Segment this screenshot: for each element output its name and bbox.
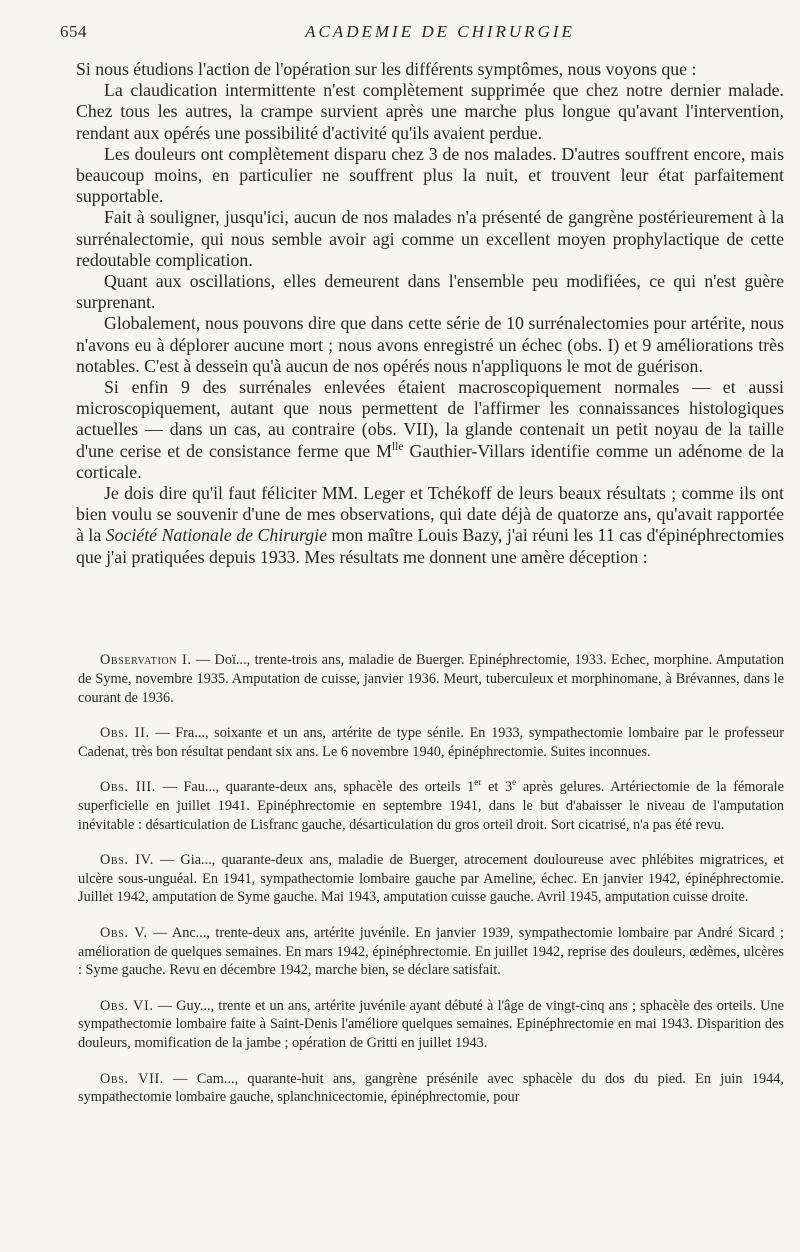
paragraph: Quant aux oscillations, elles demeurent dans l'ensemble peu modifiées, ce qui n'est guère surprenant. bbox=[76, 271, 784, 313]
paragraph: Fait à souligner, jusqu'ici, aucun de nos malades n'a présenté de gangrène postérieurement à la surrénalectomie, qui nous semble avoir agi comme un excellent moyen prophylactique de cette redoutable complication. bbox=[76, 207, 784, 270]
paragraph-text: Si enfin 9 des surrénales enlevées étaient macroscopiquement normales — et aussi microscopiquement, autant que nous permettent de l'affirmer les connaissances histologiques actuelles — dans un cas, au contraire (obs. VII), la glande contenait un petit noyau de la taille d'une cerise et de consistance ferme que M bbox=[76, 377, 784, 461]
observation bbox=[78, 851, 784, 907]
observation bbox=[78, 1070, 784, 1108]
observation-label: Obs. III. bbox=[100, 778, 156, 795]
paragraph bbox=[76, 483, 784, 568]
observation bbox=[78, 997, 784, 1053]
paragraph: Globalement, nous pouvons dire que dans cette série de 10 surrénalectomies pour artérite, nous n'avons eu à déplorer aucune mort ; nous avons enregistré un échec (obs. I) et 9 améliorations très notables. C'est à dessein qu'à aucun de nos opérés nous n'appliquons le mot de guérison. bbox=[76, 313, 784, 376]
society-name: Société Nationale de Chirurgie bbox=[105, 525, 327, 546]
paragraph-text: mon maître Louis Bazy, j'ai réuni les 11 cas d'épinéphrectomies que j'ai pratiquées depuis 1933. Mes résultats me donnent une amère déception : bbox=[76, 525, 784, 567]
paragraph bbox=[76, 377, 784, 483]
paragraph-text: Je dois dire qu'il faut féliciter MM. Leger et Tchékoff de leurs beaux résultats ; comme ils ont bien voulu se souvenir d'une de mes observations, qui date déjà de quatorze ans, qu'avait rapportée à la bbox=[76, 483, 784, 546]
main-text bbox=[76, 59, 784, 568]
superscript: er bbox=[474, 778, 482, 789]
observation-text: après gelures. Artériectomie de la fémorale superficielle en juillet 1941. Epinéphrectomie en septembre 1941, dans le but d'abaisser le niveau de l'amputation inévitable : désarticulation de Lisfranc gauche, désarticulation du gros orteil droit. Sort cicatrisé, n'a pas été revu. bbox=[78, 778, 784, 833]
observation-label: Obs. IV. bbox=[100, 851, 154, 868]
paragraph-text: Gauthier-Villars identifie comme un adénome de la corticale. bbox=[76, 440, 784, 482]
observation-text: — Cam..., quarante-huit ans, gangrène présénile avec sphacèle du dos du pied. En juin 1944, sympathectomie lombaire gauche, splanchnicectomie, épinéphrectomie, pour bbox=[78, 1070, 784, 1106]
observation-text: — Anc..., trente-deux ans, artérite juvénile. En janvier 1939, sympathectomie lombaire par André Sicard ; amélioration de quelques semaines. En mars 1942, épinéphrectomie. En juillet 1942, reprise des douleurs, œdèmes, ulcères : Syme gauche. Revu en décembre 1942, marche bien, se déclare satisfait. bbox=[78, 924, 785, 979]
observation-text: — Fra..., soixante et un ans, artérite de type sénile. En 1933, sympathectomie lombaire par le professeur Cadenat, très bon résultat pendant six ans. Le 6 novembre 1940, épinéphrectomie. Suites inconnues. bbox=[78, 724, 784, 760]
observation bbox=[78, 724, 784, 762]
observation-label: Obs. V. bbox=[100, 924, 148, 941]
observation-text: — Guy..., trente et un ans, artérite juvénile ayant débuté à l'âge de vingt-cinq ans ; sphacèle des orteils. Une sympathectomie lombaire faite à Saint-Denis l'améliore quelques semaines. Epinéphrectomie en mai 1943. Disparition des douleurs, momification de la jambe ; opération de Gritti en juillet 1943. bbox=[78, 997, 785, 1052]
paragraph: Les douleurs ont complètement disparu chez 3 de nos malades. D'autres souffrent encore, mais beaucoup moins, en particulier ne souffrent plus la nuit, et trouvent leur état parfaitement supportable. bbox=[76, 143, 784, 207]
paragraph: La claudication intermittente n'est complètement supprimée que chez notre dernier malade. Chez tous les autres, la crampe survient après une marche plus longue qu'avant l'intervention, rendant aux opérés une possibilité d'activité qu'ils avaient perdue. bbox=[76, 80, 784, 143]
observation-text: — Doï..., trente-trois ans, maladie de Buerger. Epinéphrectomie, 1933. Echec, morphine. Amputation de Syme, novembre 1935. Amputation de cuisse, janvier 1936. Meurt, tuberculeux et morphinomane, à Brévannes, dans le courant de 1936. bbox=[78, 652, 784, 706]
observation bbox=[78, 651, 784, 707]
observation-label: Observation I. bbox=[100, 652, 192, 668]
observation-text: — Gia..., quarante-deux ans, maladie de Buerger, atrocement douloureuse avec phlébites migratrices, et ulcère sous-unguéal. En 1941, sympathectomie lombaire gauche par Ameline, échec. En janvier 1942, épinéphrectomie. Juillet 1942, amputation de Syme gauche. Mai 1943, amputation cuisse gauche. Avril 1945, amputation cuisse droite. bbox=[78, 851, 784, 906]
observation-label: Obs. II. bbox=[100, 724, 150, 741]
superscript: e bbox=[512, 778, 517, 789]
observation-label: Obs. VI. bbox=[100, 997, 154, 1014]
observation bbox=[78, 778, 784, 834]
observation bbox=[78, 924, 784, 980]
page-number: 654 bbox=[60, 22, 87, 41]
observation-text: et 3 bbox=[481, 778, 513, 795]
paragraph: Si nous étudions l'action de l'opération sur les différents symptômes, nous voyons que : bbox=[76, 59, 697, 79]
page-header bbox=[60, 22, 780, 46]
observations-list bbox=[78, 651, 784, 1124]
observation-text: — Fau..., quarante-deux ans, sphacèle des orteils 1 bbox=[155, 778, 475, 795]
running-title: ACADEMIE DE CHIRURGIE bbox=[305, 22, 575, 41]
observation-label: Obs. VII. bbox=[100, 1070, 164, 1087]
superscript: lle bbox=[391, 439, 404, 453]
